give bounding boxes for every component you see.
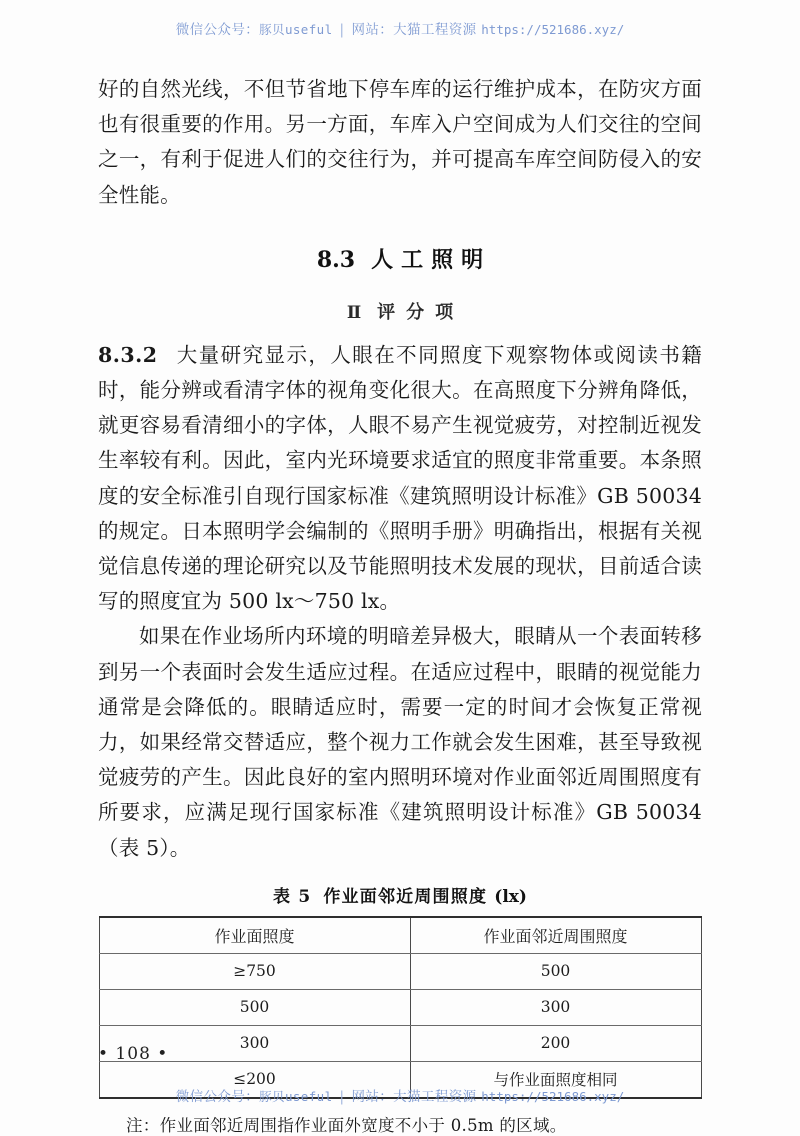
table-row (99, 953, 701, 989)
section-heading (98, 213, 702, 274)
table-body (99, 953, 701, 1098)
watermark-wechat-name: 豚贝useful (259, 1089, 333, 1104)
watermark-separator: | (339, 1089, 345, 1105)
table-cell-work-plane-illuminance: 500 (99, 989, 410, 1025)
table-cell-work-plane-illuminance: ≤200 (99, 1061, 410, 1098)
clause-paragraph-2: 如果在作业场所内环境的明暗差异极大，眼睛从一个表面转移到另一个表面时会发生适应过程。在适应过程中，眼睛的视觉能力通常是会降低的。眼睛适应时，需要一定的时间才会恢复正常视力，如果经常交替适应，整个视力工作就会发生困难，甚至导致视觉疲劳的产生。因此良好的室内照明环境对作业面邻近周围照度有所要求，应满足现行国家标准《建筑照明设计标准》GB 50034（表 5）。 (98, 624, 702, 860)
table-cell-work-plane-illuminance: 300 (99, 1025, 410, 1061)
watermark-site-label: 网站： (351, 22, 394, 38)
illuminance-table (99, 916, 702, 1099)
table-note: 注：作业面邻近周围指作业面外宽度不小于 0.5m 的区域。 (126, 1115, 567, 1135)
table-cell-surround-illuminance: 500 (410, 953, 701, 989)
table-row (99, 989, 701, 1025)
watermark-url: https://521686.xyz/ (481, 22, 625, 37)
table-caption-number: 表 5 (273, 886, 312, 907)
watermark-wechat-label: 微信公众号： (175, 1089, 260, 1105)
subsection-numeral: Ⅱ (346, 302, 362, 323)
watermark-footer (0, 1085, 800, 1105)
table-cell-work-plane-illuminance: ≥750 (99, 953, 410, 989)
table-cell-surround-illuminance: 与作业面照度相同 (410, 1061, 701, 1098)
table-cell-surround-illuminance: 300 (410, 989, 701, 1025)
watermark-separator: | (339, 22, 345, 38)
table-caption-title: 作业面邻近周围照度 (323, 886, 488, 907)
table-caption (98, 866, 702, 916)
subsection-title: 评分项 (377, 301, 465, 323)
clause-paragraph-1 (98, 338, 702, 620)
subsection-heading (98, 274, 702, 338)
watermark-header (0, 18, 800, 38)
watermark-wechat-label: 微信公众号： (175, 22, 260, 38)
page-number: • 108 • (98, 1044, 169, 1064)
table-head (99, 917, 701, 954)
section-number: 8.3 (316, 246, 356, 273)
table-header-row (99, 917, 701, 954)
page-content (98, 72, 702, 1136)
watermark-site-name: 大猫工程资源 (393, 22, 477, 38)
section-title: 人工照明 (371, 246, 492, 273)
table-cell-surround-illuminance: 200 (410, 1025, 701, 1061)
table-row (99, 1025, 701, 1061)
watermark-wechat-name: 豚贝useful (259, 22, 333, 37)
watermark-site-name: 大猫工程资源 (393, 1089, 477, 1105)
table-caption-unit: (lx) (494, 886, 527, 907)
clause-number: 8.3.2 (98, 342, 158, 367)
watermark-url: https://521686.xyz/ (481, 1089, 625, 1104)
table-header-cell-0: 作业面照度 (99, 917, 410, 954)
clause-paragraph-1-text: 大量研究显示，人眼在不同照度下观察物体或阅读书籍时，能分辨或看清字体的视角变化很大。在高照度下分辨角降低，就更容易看清细小的字体，人眼不易产生视觉疲劳，对控制近视发生率较有利。因此，室内光环境要求适宜的照度非常重要。本条照度的安全标准引自现行国家标准《建筑照明设计标准》GB 50034 的规定。日本照明学会编制的《照明手册》明确指出，根据有关视觉信息传递的理论研究以及节能照明技术发展的现状，目前适合读写的照度宜为 500 lx～750 lx。 (98, 342, 702, 614)
watermark-site-label: 网站： (351, 1089, 394, 1105)
paragraph-intro: 好的自然光线，不但节省地下停车库的运行维护成本，在防灾方面也有很重要的作用。另一方面，车库入户空间成为人们交往的空间之一，有利于促进人们的交往行为，并可提高车库空间防侵入的安全性能。 (98, 77, 702, 207)
table-header-cell-1: 作业面邻近周围照度 (410, 917, 701, 954)
